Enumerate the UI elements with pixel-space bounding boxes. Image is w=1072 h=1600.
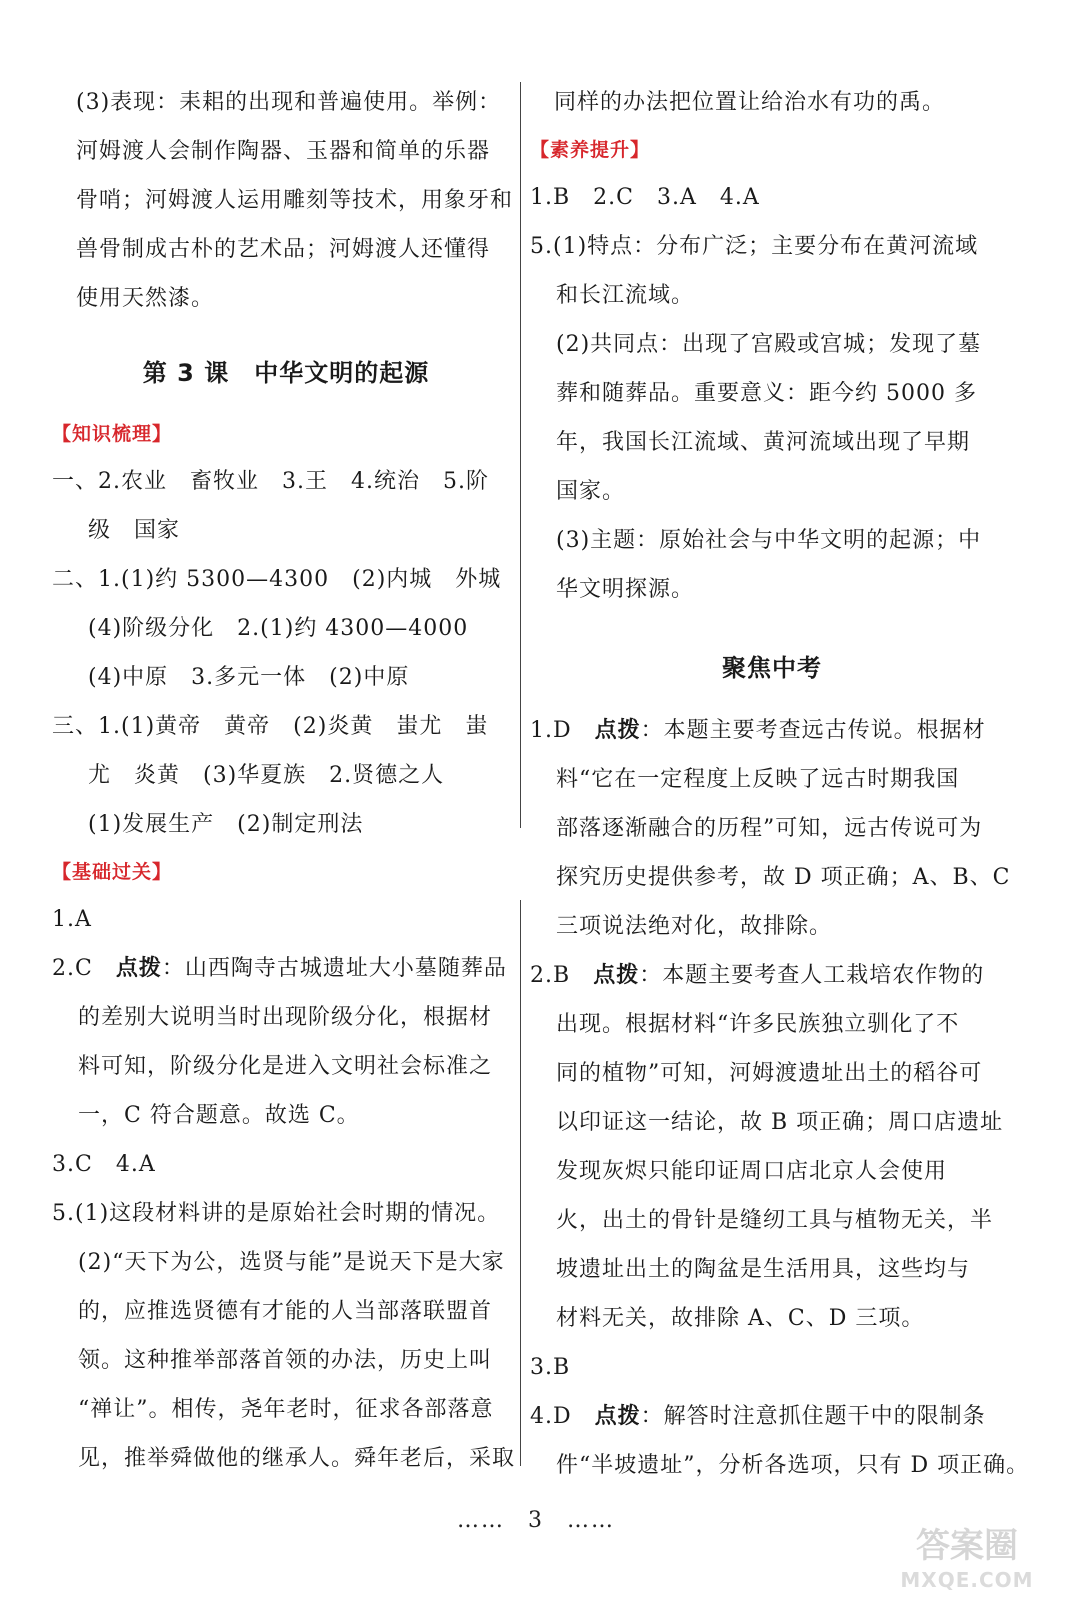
answer-line: 部落逐渐融合的历程”可知，远古传说可为	[556, 816, 983, 841]
intro-line: 使用天然漆。	[76, 286, 215, 311]
answer-line: 坡遗址出土的陶盆是生活用具，这些均与	[556, 1257, 971, 1282]
answer-line: 件“半坡遗址”，分析各选项，只有 D 项正确。	[556, 1453, 1030, 1478]
answer-line: 发现灰烬只能印证周口店北京人会使用	[556, 1159, 948, 1184]
column-divider	[520, 82, 521, 828]
answer-line: 以印证这一结论，故 B 项正确；周口店遗址	[556, 1110, 1004, 1135]
intro-line: 河姆渡人会制作陶器、玉器和简单的乐器	[76, 139, 491, 164]
answer-text: ：山西陶寺古城遗址大小墓随葬品	[161, 956, 507, 981]
watermark-url: MXQE.COM	[900, 1568, 1034, 1592]
section-tag-knowledge: 【知识梳理】	[52, 423, 173, 445]
answer-line: 料可知，阶级分化是进入文明社会标准之	[78, 1054, 493, 1079]
answer-text: ：本题主要考查远古传说。根据材	[640, 718, 986, 743]
knowledge-line: (1)发展生产 (2)制定刑法	[88, 812, 364, 837]
section-tag-quality: 【素养提升】	[530, 139, 651, 161]
column-divider	[520, 900, 521, 1466]
focus-title: 聚焦中考	[722, 654, 822, 682]
watermark-text: 答案圈	[916, 1526, 1018, 1566]
hint-label: 点拨	[115, 956, 162, 981]
quality-line: 华文明探源。	[556, 577, 695, 602]
answer-line	[530, 706, 1014, 755]
answer-line: 材料无关，故排除 A、C、D 三项。	[556, 1306, 925, 1331]
footer-dots: ……	[567, 1508, 615, 1533]
quality-line: 1.B 2.C 3.A 4.A	[530, 185, 760, 210]
quality-line: 和长江流域。	[556, 283, 695, 308]
hint-label: 点拨	[594, 718, 641, 743]
answer-line: 见，推举舜做他的继承人。舜年老后，采取	[78, 1446, 516, 1471]
quality-line: (2)共同点：出现了宫殿或宫城；发现了墓	[556, 332, 982, 357]
answer-line: (2)“天下为公，选贤与能”是说天下是大家	[78, 1250, 505, 1275]
intro-line: 骨哨；河姆渡人运用雕刻等技术，用象牙和	[76, 188, 514, 213]
knowledge-line: (4)阶级分化 2.(1)约 4300—4000	[88, 616, 469, 641]
answer-line: 同的植物”可知，河姆渡遗址出土的稻谷可	[556, 1061, 983, 1086]
intro-line: 兽骨制成古朴的艺术品；河姆渡人还懂得	[76, 237, 491, 262]
answer-line: 一，C 符合题意。故选 C。	[78, 1103, 360, 1128]
knowledge-line: 级 国家	[88, 518, 181, 543]
answer-line: 火，出土的骨针是缝纫工具与植物无关，半	[556, 1208, 994, 1233]
lesson-title: 第 3 课 中华文明的起源	[142, 359, 430, 387]
left-column	[52, 78, 520, 1483]
page-number: 3	[528, 1508, 544, 1533]
quality-line: 年，我国长江流域、黄河流域出现了早期	[556, 430, 971, 455]
answer-line: 料“它在一定程度上反映了远古时期我国	[556, 767, 960, 792]
answer-number: 1.D	[530, 718, 572, 743]
answer-text: ：本题主要考查人工栽培农作物的	[639, 963, 985, 988]
intro-line: (3)表现：耒耜的出现和普遍使用。举例：	[76, 90, 502, 115]
answer-line: 3.B	[530, 1355, 571, 1380]
quality-line: 5.(1)特点：分布广泛；主要分布在黄河流域	[530, 234, 979, 259]
knowledge-line: 二、1.(1)约 5300—4300 (2)内城 外城	[52, 567, 502, 592]
quality-line: 国家。	[556, 479, 626, 504]
knowledge-line: (4)中原 3.多元一体 (2)中原	[88, 665, 410, 690]
answer-line	[530, 1392, 1014, 1441]
footer-dots: ……	[457, 1508, 505, 1533]
answer-line	[530, 951, 1014, 1000]
continuation-line: 同样的办法把位置让给治水有功的禹。	[554, 90, 946, 115]
section-tag-basic: 【基础过关】	[52, 861, 173, 883]
answer-line: 3.C 4.A	[52, 1152, 156, 1177]
answer-number: 2.C	[52, 956, 93, 981]
answer-number: 4.D	[530, 1404, 572, 1429]
hint-label: 点拨	[594, 1404, 641, 1429]
knowledge-line: 三、1.(1)黄帝 黄帝 (2)炎黄 蚩尤 蚩	[52, 714, 489, 739]
answer-text: ：解答时注意抓住题干中的限制条	[640, 1404, 986, 1429]
knowledge-line: 一、2.农业 畜牧业 3.王 4.统治 5.阶	[52, 469, 489, 494]
answer-line: 三项说法绝对化，故排除。	[556, 914, 833, 939]
answer-line: 的差别大说明当时出现阶级分化，根据材	[78, 1005, 493, 1030]
right-column	[530, 78, 1030, 1490]
knowledge-line: 尤 炎黄 (3)华夏族 2.贤德之人	[88, 763, 445, 788]
answer-line: 探究历史提供参考，故 D 项正确；A、B、C	[556, 865, 1011, 890]
answer-line: “禅让”。相传，尧年老时，征求各部落意	[78, 1397, 494, 1422]
quality-line: 葬和随葬品。重要意义：距今约 5000 多	[556, 381, 977, 406]
answer-number: 2.B	[530, 963, 571, 988]
answer-line: 出现。根据材料“许多民族独立驯化了不	[556, 1012, 960, 1037]
answer-line: 1.A	[52, 907, 92, 932]
watermark-logo	[882, 1524, 1052, 1596]
quality-line: (3)主题：原始社会与中华文明的起源；中	[556, 528, 982, 553]
answer-line: 的，应推选贤德有才能的人当部落联盟首	[78, 1299, 493, 1324]
hint-label: 点拨	[593, 963, 640, 988]
answer-line: 5.(1)这段材料讲的是原始社会时期的情况。	[52, 1201, 501, 1226]
answer-line	[52, 944, 520, 993]
answer-line: 领。这种推举部落首领的办法，历史上叫	[78, 1348, 493, 1373]
